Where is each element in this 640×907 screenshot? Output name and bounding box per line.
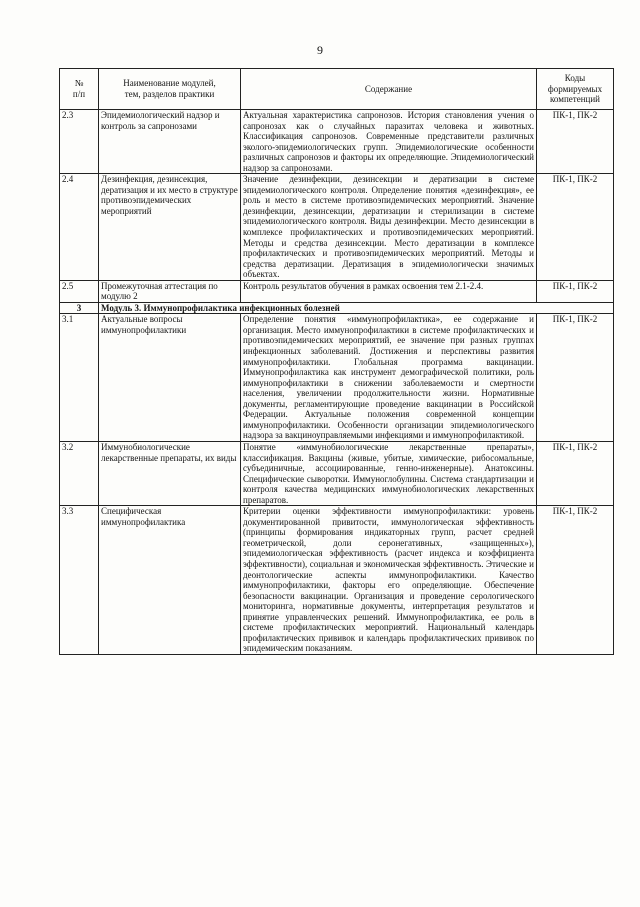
module-title: Модуль 3. Иммунопрофилактика инфекционных болезней: [99, 302, 614, 314]
row-name: Специфическая иммунопрофилактика: [99, 506, 241, 655]
row-content: Актуальная характеристика сапронозов. История становления учения о сапронозах как о случайных паразитах человека и животных. Классификация сапронозов. Современные представители различных эколого-эпидемиологических групп. Эпидемиологические особенности различных сапронозов и факторы их определяющие. Эпидемиологический надзор за сапронозами.: [241, 110, 537, 174]
row-content: Значение дезинфекции, дезинсекции и дератизации в системе эпидемиологического контроля. Определение понятия «дезинфекция», ее роль и место в системе противоэпидемических мероприятий. Значение дезинфекции, дезинсекции, дератизации и стерилизации в системе эпидемиологического контроля. Виды дезинфекции. Место дезинсекции в комплексе профилактических и противоэпидемических мероприятий. Методы и средства дезинсекции. Место дератизации в комплексе профилактических и противоэпидемических мероприятий. Методы и средства дератизации. Дератизация в эпидемиологически значимых объектах.: [241, 174, 537, 280]
row-num: 2.3: [60, 110, 99, 174]
table-row: [60, 441, 614, 505]
row-codes: ПК-1, ПК-2: [537, 174, 614, 280]
row-num: 2.5: [60, 280, 99, 302]
row-codes: ПК-1, ПК-2: [537, 280, 614, 302]
row-name: Промежуточная аттестация по модулю 2: [99, 280, 241, 302]
row-name: Актуальные вопросы иммунопрофилактики: [99, 314, 241, 442]
table-row: [60, 174, 614, 280]
row-codes: ПК-1, ПК-2: [537, 314, 614, 442]
row-num: 3.3: [60, 506, 99, 655]
module-header-row: [60, 302, 614, 314]
row-codes: ПК-1, ПК-2: [537, 110, 614, 174]
header-codes: Коды формируемых компетенций: [537, 69, 614, 110]
row-content: Критерии оценки эффективности иммунопрофилактики: уровень документированной привитости, иммунологическая эффективность (принципы формирования индикаторных групп, расчет средней геометрической, доли серонегативных, «защищенных»), эпидемиологическая эффективность (расчет индекса и коэффициента эффективности), социальная и экономическая эффективность. Этические и деонтологические аспекты иммунопрофилактики. Качество иммунопрофилактики, факторы его определяющие. Обеспечение безопасности вакцинации. Организация и проведение серологического мониторинга, нормативные документы, интерпретация результатов и принятие управленческих решений. Иммунопрофилактика, ее роль в системе профилактических мероприятий. Национальный календарь профилактических прививок и календарь профилактических прививок по эпидемическим показаниям.: [241, 506, 537, 655]
row-content: Понятие «иммунобиологические лекарственные препараты», классификация. Вакцины (живые, убитые, химические, рибосомальные, субъединичные, ассоциированные, генно-инженерные). Анатоксины. Специфические сыворотки. Иммуноглобулины. Система стандартизации и контроля качества медицинских иммунобиологических лекарственных препаратов.: [241, 441, 537, 505]
table-row: [60, 314, 614, 442]
row-name: Иммунобиологические лекарственные препараты, их виды: [99, 441, 241, 505]
row-num: 3.2: [60, 441, 99, 505]
table-row: [60, 280, 614, 302]
row-name: Эпидемиологический надзор и контроль за сапронозами: [99, 110, 241, 174]
row-content: Определение понятия «иммунопрофилактика», ее содержание и организация. Место иммунопрофилактики в системе профилактических и противоэпидемических мероприятий, ее значение при разных группах инфекционных заболеваний. Достижения и перспективы развития иммунопрофилактики. Глобальная программа вакцинации. Иммунопрофилактика как инструмент демографической политики, роль иммунопрофилактики в снижении заболеваемости и смертности населения, увеличении продолжительности жизни. Нормативные документы, регламентирующие проведение вакцинации в Российской Федерации. Актуальные положения современной концепции иммунопрофилактики. Особенности организации эпидемиологического надзора за вакциноуправляемыми инфекциями и иммунопрофилактикой.: [241, 314, 537, 442]
header-name: Наименование модулей, тем, разделов практики: [99, 69, 241, 110]
table-header-row: [60, 69, 614, 110]
row-codes: ПК-1, ПК-2: [537, 506, 614, 655]
row-content: Контроль результатов обучения в рамках освоения тем 2.1-2.4.: [241, 280, 537, 302]
row-codes: ПК-1, ПК-2: [537, 441, 614, 505]
program-table: [59, 68, 614, 655]
header-content: Содержание: [241, 69, 537, 110]
row-num: 3.1: [60, 314, 99, 442]
row-name: Дезинфекция, дезинсекция, дератизация и их место в структуре противоэпидемических мероприятий: [99, 174, 241, 280]
table-row: [60, 506, 614, 655]
row-num: 2.4: [60, 174, 99, 280]
table-row: [60, 110, 614, 174]
page-number: 9: [317, 43, 323, 57]
header-num: № п/п: [60, 69, 99, 110]
module-num: 3: [60, 302, 99, 314]
